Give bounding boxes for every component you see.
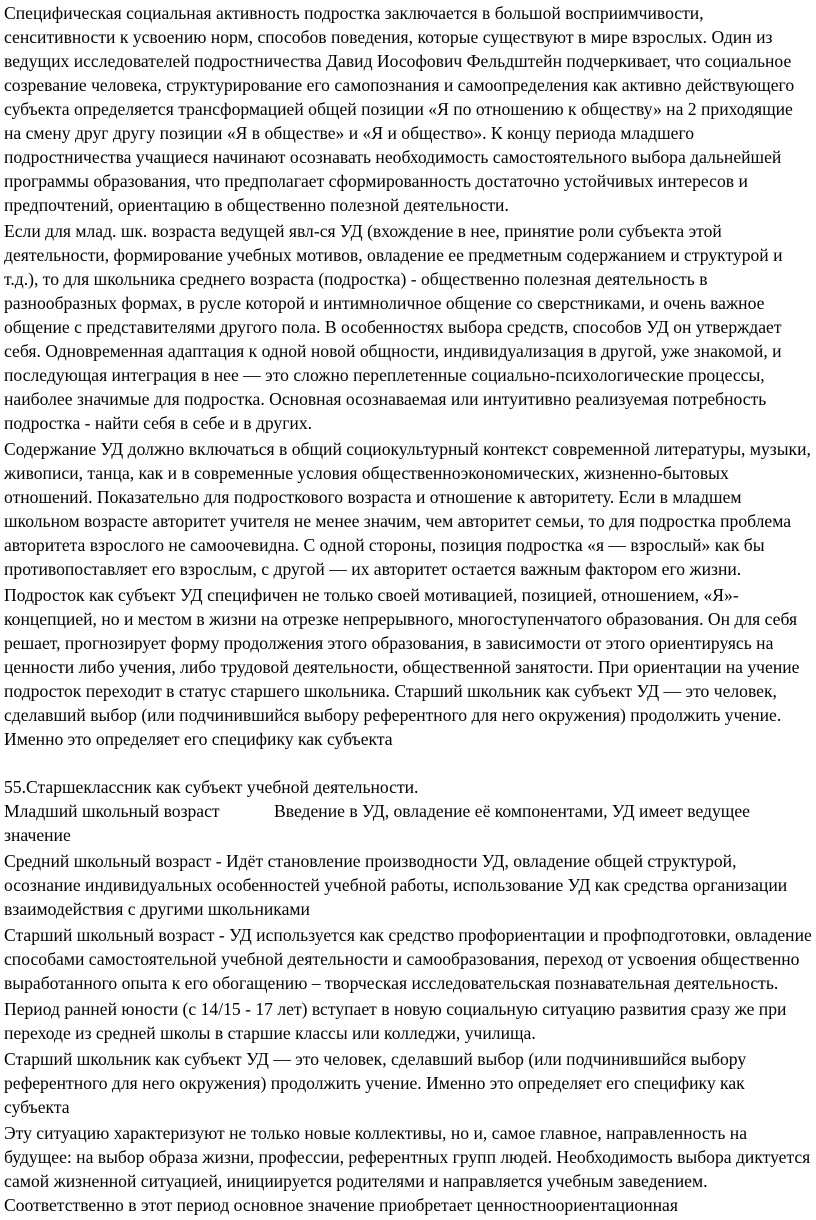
age-table-col-description: Введение в УД, овладение её компонентами, УД имеет ведущее — [274, 801, 750, 821]
paragraph-teen-as-subject: Подросток как субъект УД специфичен не только своей мотивацией, позицией, отношением, «Я»-концепцией, но и местом в жизни на отрезке непрерывного, многоступенчатого образования. Он для себя решает, прогнозирует форму продолжения этого образования, в зависимости от этого ориентируясь на ценности либо учения, либо трудовой деятельности, общественной занятости. При ориентации на учение подросток переходит в статус старшего школьника. Старший школьник как субъект УД — это человек, сделавший выбор (или подчинившийся выбору референтного для него окружения) продолжить учение. Именно это определяет его специфику как субъекта — [4, 585, 800, 749]
section-heading: 55.Старшеклассник как субъект учебной деятельности. — [4, 777, 419, 797]
age-table-col-description-continued: значение — [4, 825, 71, 845]
paragraph-situation: Эту ситуацию характеризуют не только новые коллективы, но и, самое главное, направленность на будущее: на выбор образа жизни, профессии, референтных групп людей. Необходимость выбора диктуется самой жизненной ситуацией, инициируется родителями и направляется учебным заведением. Соответственно в этот период основное значение приобретает ценностноориентационная — [4, 1123, 811, 1215]
paragraph-content-of-learning: Содержание УД должно включаться в общий социокультурный контекст современной литературы, музыки, живописи, танца, как и в современные условия общественноэкономических, жизненно-бытовых отношений. Показательно для подросткового возраста и отношение к авторитету. Если в младшем школьном возрасте авторитет учителя не менее значим, чем авторитет семьи, то для подростка проблема авторитета взрослого не самоочевидна. С одной стороны, позиция подростка «я — взрослый» как бы противопоставляет его взрослым, с другой — их авторитет остается важным фактором его жизни. — [4, 439, 811, 579]
age-table-row-line — [4, 799, 812, 823]
paragraph-early-youth: Период ранней юности (с 14/15 - 17 лет) вступает в новую социальную ситуацию развития сразу же при переходе из средней школы в старшие классы или колледжи, училища. — [4, 999, 787, 1043]
paragraph-senior-school-age: Старший школьный возраст - УД используется как средство профориентации и профподготовки, овладение способами самостоятельной учебной деятельности и самообразования, переход от усвоения общественно выработанного опыта к его обогащению – творческая исследовательская познавательная деятельность. — [4, 925, 812, 993]
blank-line — [4, 753, 812, 775]
paragraph-middle-school-age: Средний школьный возраст - Идёт становление производности УД, овладение общей структурой, осознание индивидуальных особенностей учебной работы, использование УД как средства организации взаимодействия с другими школьниками — [4, 851, 788, 919]
paragraph-senior-student-subject: Старший школьник как субъект УД — это человек, сделавший выбор (или подчинившийся выбору референтного для него окружения) продолжить учение. Именно это определяет его специфику как субъекта — [4, 1049, 747, 1117]
age-table-row — [4, 799, 812, 847]
paragraph-social-activity: Специфическая социальная активность подростка заключается в большой восприимчивости, сенситивности к усвоению норм, способов поведения, которые существуют в мире взрослых. Один из ведущих исследователей подростничества Давид Иософович Фельдштейн подчеркивает, что социальное созревание человека, структурирование его самопознания и самоопределения как активно действующего субъекта определяется трансформацией общей позиции «Я по отношению к обществу» на 2 приходящие на смену друг другу позиции «Я в обществе» и «Я и общество». К концу периода младшего подростничества учащиеся начинают осознавать необходимость самостоятельного выбора дальнейшей программы образования, что предполагает сформированность достаточно устойчивых интересов и предпочтений, ориентацию в общественно полезной деятельности. — [4, 3, 795, 215]
paragraph-leading-activity: Если для млад. шк. возраста ведущей явл-ся УД (вхождение в нее, принятие роли субъекта этой деятельности, формирование учебных мотивов, овладение ее предметным содержанием и структурой и т.д.), то для школьника среднего возраста (подростка) - общественно полезная деятельность в разнообразных формах, в русле которой и интимноличное общение со сверстниками, и очень важное общение с представителями другого пола. В особенностях выбора средств, способов УД он утверждает себя. Одновременная адаптация к одной новой общности, индивидуализация в другой, уже знакомой, и последующая интеграция в нее — это сложно переплетенные социально-психологические процессы, наиболее значимые для подростка. Основная осознаваемая или интуитивно реализуемая потребность подростка - найти себя в себе и в других. — [4, 221, 783, 433]
age-table-col-age: Младший школьный возраст — [4, 801, 220, 821]
